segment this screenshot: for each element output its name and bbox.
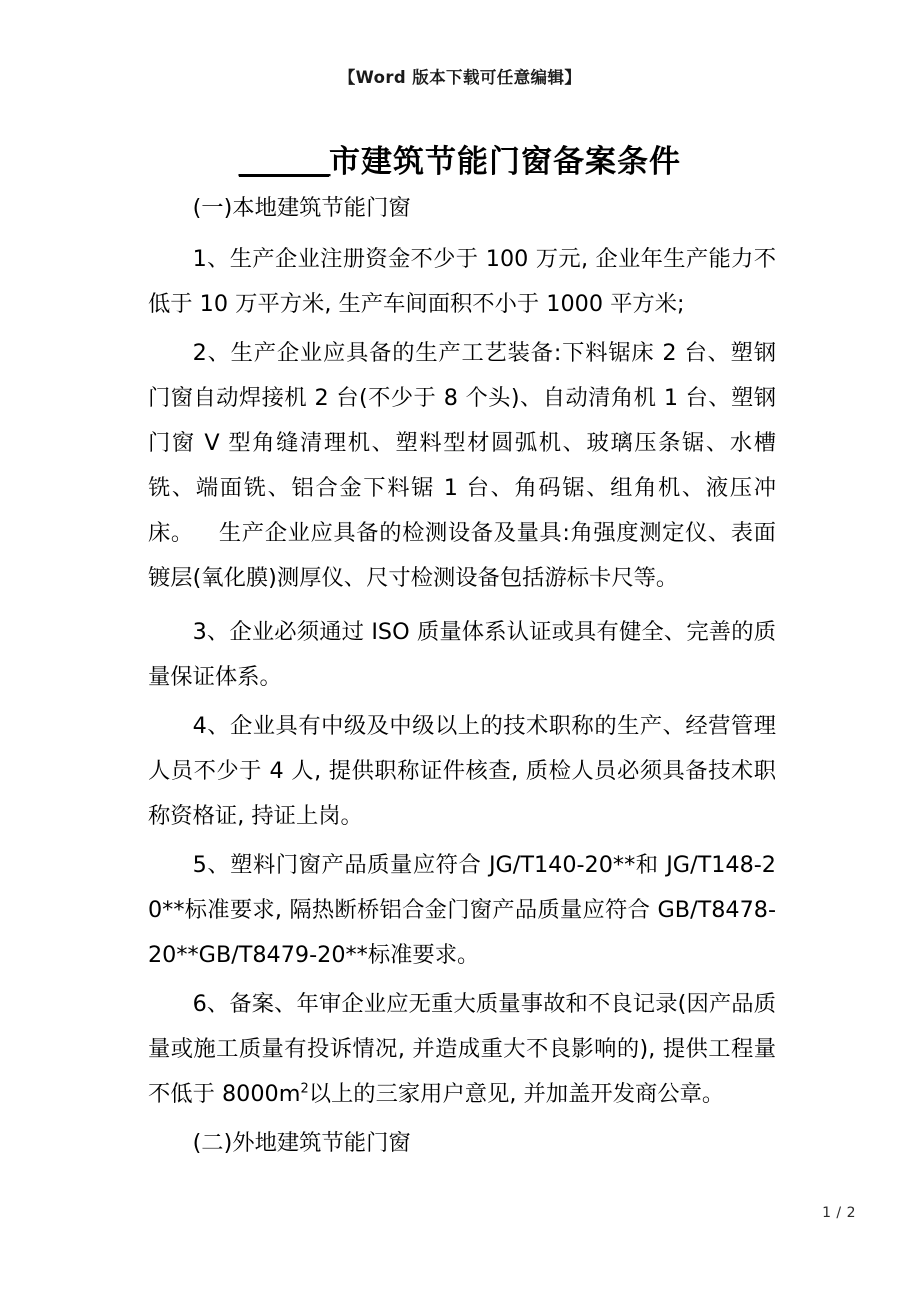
title-text: 市建筑节能门窗备案条件: [329, 143, 681, 180]
document-body: [148, 186, 776, 1172]
list-item-3: 3、企业必须通过 ISO 质量体系认证或具有健全、完善的质量保证体系。: [148, 619, 776, 690]
section-heading-one: (一)本地建筑节能门窗: [192, 195, 411, 221]
word-version-banner: 【Word 版本下载可任意编辑】: [338, 68, 582, 87]
list-item-6-text-before-superscript: 6、备案、年审企业应无重大质量事故和不良记录(因产品质量或施工质量有投诉情况, 并造成重大不良影响的), 提供工程量不低于 8000m: [148, 991, 776, 1107]
square-meter-superscript: 2: [300, 1081, 309, 1097]
list-item-4: 4、企业具有中级及中级以上的技术职称的生产、经营管理人员不少于 4 人, 提供职称证件核查, 质检人员必须具备技术职称资格证, 持证上岗。: [148, 713, 776, 829]
list-item-2-part-b: 生产企业应具备的检测设备及量具:角强度测定仪、表面镀层(氧化膜)测厚仪、尺寸检测设备包括游标卡尺等。: [148, 520, 776, 591]
list-item-2: [148, 331, 776, 601]
list-item-5: 5、塑料门窗产品质量应符合 JG/T140-20**和 JG/T148-20**标准要求, 隔热断桥铝合金门窗产品质量应符合 GB/T8478-20**GB/T8479-20**标准要求。: [148, 852, 776, 968]
page-title: [0, 143, 920, 182]
list-item-6-text-after-superscript: 以上的三家用户意见, 并加盖开发商公章。: [308, 1081, 725, 1107]
page-number-footer: 1 / 2: [822, 1205, 856, 1221]
list-item-2-part-a: 2、生产企业应具备的生产工艺装备:下料锯床 2 台、塑钢门窗自动焊接机 2 台(不少于 8 个头)、自动清角机 1 台、塑钢门窗 V 型角缝清理机、塑料型材圆弧机、玻璃压条锯、水槽铣、端面铣、铝合金下料锯 1 台、角码锯、组角机、液压冲床。: [148, 340, 776, 546]
section-heading-two: (二)外地建筑节能门窗: [192, 1130, 411, 1156]
list-item-1: 1、生产企业注册资金不少于 100 万元, 企业年生产能力不低于 10 万平方米, 生产车间面积不小于 1000 平方米;: [148, 246, 776, 317]
list-item-6: [148, 982, 776, 1117]
title-blank-fill: ＿＿＿: [239, 143, 329, 180]
